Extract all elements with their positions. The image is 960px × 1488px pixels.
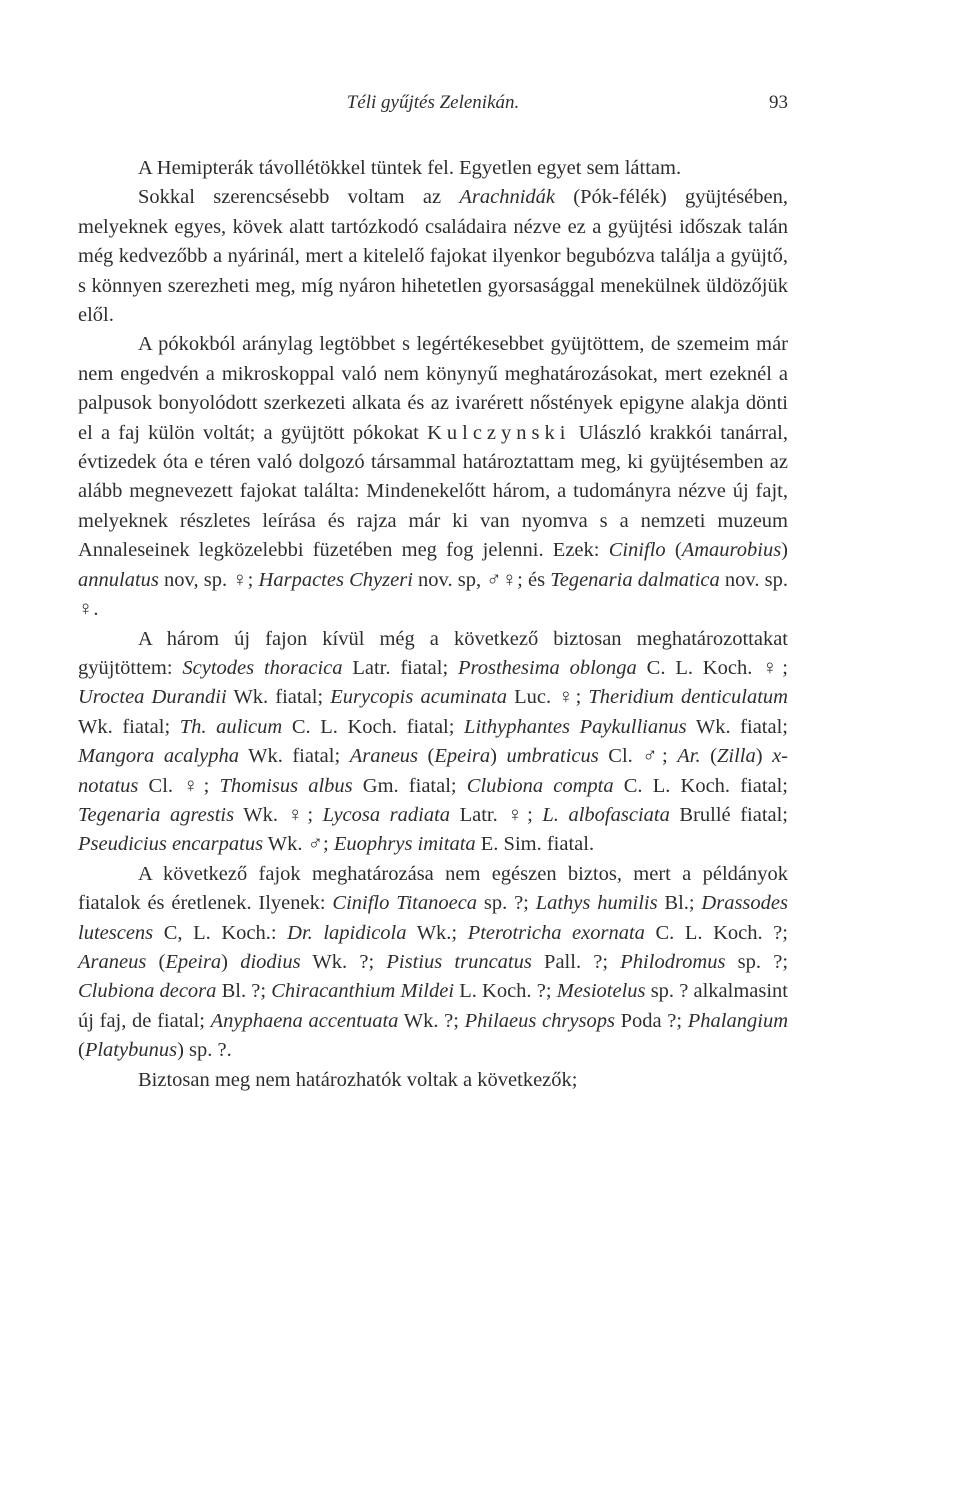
text-run: sp. ?; [477,892,536,915]
text-run: Wk.; [406,921,468,944]
taxon-name: diodius [240,950,301,973]
taxon-name: Eurycopis acuminata [330,686,507,709]
text-run: Wk. ♀; [234,803,323,826]
text-run: Gm. fiatal; [352,774,467,797]
taxon-name: Pterotricha exornata [467,921,645,944]
taxon-name: Clubiona decora [78,980,217,1003]
taxon-name: Theridium denticulatum [588,686,788,709]
text-run: Wk. fiatal; [226,686,331,709]
text-run: C. L. Koch. ?; [644,921,788,944]
taxon-name: Zilla [716,745,756,768]
taxon-name: Clubiona compta [466,774,614,797]
taxon-name: Lycosa radiata [322,803,451,826]
text-run: Poda ?; [614,1009,688,1032]
text-run: ) [490,745,507,768]
author-name-spaced: Kulczynski [427,421,571,444]
taxon-name: Philaeus chrysops [464,1009,615,1032]
text-run: C. L. Koch. ♀; [636,656,788,679]
taxon-name: Araneus [349,745,419,768]
text-run: Bl. ?; [216,980,272,1003]
text-run: C, L. Koch.: [153,921,288,944]
taxon-name: Thomisus albus [219,774,353,797]
body-text [78,154,788,1095]
taxon-name: Ciniflo Titanoeca [332,892,478,915]
taxon-name: annulatus [78,568,159,591]
taxon-name: Phalangium [687,1009,788,1032]
paragraph-arachnida [78,183,788,330]
taxon-name: Scytodes thoracica [182,656,343,679]
text-run: Latr. ♀; [450,803,543,826]
taxon-name: Chiracanthium Mildei [271,980,455,1003]
taxon-name: L. albofasciata [542,803,670,826]
text-run: ( [78,1039,85,1062]
paragraph-unidentifiable [78,1066,788,1095]
text-run: (Pók-félék) gyüjtésében, melyeknek egyes, kövek alatt tartózkodó családaira nézve ez a gyüjtési időszak talán még kedvezőbb a nyárinál, mert a kitelelő fajokat ilyenkor begubózva találja a gyüjtő, s könnyen szerezheti meg, míg nyáron hihetetlen gyorsasággal menekülnek üldözőjük elől. [78,186,788,327]
text-run: Sokkal szerencsésebb voltam az [138,186,460,209]
text-run: nov. sp. ♀. [78,568,788,621]
text-run: Pall. ?; [531,950,621,973]
taxon-name: umbraticus [506,745,599,768]
text-run: A pókokból aránylag legtöbbet s legértékesebbet gyüjtöttem, de szemeim már nem engedvén a mikroskoppal való nem könynyű meghatározásokat, mert ezeknél a palpusok bonyolódott szerkezeti alkata és az ivarérett nőstények epigyne alakja dönti el a faj külön voltát; a gyüjtött pókokat [78,333,788,444]
taxon-name: Prosthesima oblonga [458,656,637,679]
text-run: C. L. Koch. fiatal; [282,715,465,738]
text-run: ) [755,745,773,768]
taxon-name: Uroctea Durandii [78,686,227,709]
text-run: ) sp. ?. [177,1039,232,1062]
text-run: sp. ? alkalmasint új faj, de fiatal; [78,980,788,1032]
text-run: Wk. fiatal; [78,715,180,738]
taxon-name: Tegenaria dalmatica [550,568,720,591]
text-run: Biztosan meg nem határozhatók voltak a következők; [138,1068,578,1091]
taxon-name: Platybunus [84,1039,178,1062]
text-run: Wk. fiatal; [238,745,350,768]
text-run: Brullé fiatal; [669,803,789,826]
paragraph-spiders-identification [78,330,788,624]
text-run: Luc. ♀; [507,686,589,709]
text-run: sp. ?; [725,950,789,973]
text-run: E. Sim. fiatal. [475,833,595,856]
text-run: Wk. ?; [300,950,387,973]
text-run: ) [781,539,788,562]
taxon-name: Th. aulicum [179,715,283,738]
taxon-name: Mangora acalypha [78,745,239,768]
text-run: ( [700,745,717,768]
taxon-name: Epeira [434,745,491,768]
taxon-name: Pistius truncatus [386,950,532,973]
taxon-name: Dr. lapidicola [287,921,407,944]
text-run: Cl. ♂; [598,745,678,768]
text-run: C. L. Koch. fiatal; [613,774,789,797]
taxon-name: Mesiotelus [556,980,646,1003]
text-run: ( [665,539,682,562]
taxon-name: Ar. [677,745,701,768]
taxon-name: x-notatus [78,745,788,797]
text-run: nov. sp, ♂♀; és [412,568,551,591]
text-run: nov, sp. ♀; [158,568,259,591]
taxon-name: Ciniflo [608,539,666,562]
taxon-name: Araneus [78,950,147,973]
running-head [78,90,788,120]
text-run: Cl. ♀; [138,774,220,797]
taxon-name: Harpactes Chyzeri [258,568,413,591]
text-run: Ulászló krakkói tanárral, évtizedek óta e téren való dolgozó társammal határoztattam meg, ki gyüjtésemben az alább megnevezett fajokat találta: Mindenekelőtt három, a tudományra nézve új fajt, melyeknek részletes leírása és rajza már ki van nyomva s a nemzeti muzeum Annaleseinek legközelebbi füzetében meg fog jelenni. Ezek: [78,421,788,562]
text-run: ( [146,950,166,973]
taxon-name: Epeira [165,950,222,973]
text-run: ) [221,950,241,973]
taxon-name: Arachnidák [459,186,556,209]
text-run: A három új fajon kívül még a következő biztosan meghatározottakat gyüjtöttem: [78,627,788,679]
paragraph-hemiptera [78,154,788,183]
paragraph-uncertain-species [78,860,788,1066]
text-run: A következő fajok meghatározása nem egészen biztos, mert a példányok fiatalok és éretlenek. Ilyenek: [78,862,788,915]
text-run: Latr. fiatal; [342,656,459,679]
paragraph-identified-species [78,625,788,860]
taxon-name: Anyphaena accentuata [210,1009,399,1032]
text-run: ( [418,745,435,768]
book-page [78,90,788,1095]
page-number: 93 [769,92,788,113]
text-run: Wk. ?; [398,1009,465,1032]
taxon-name: Lathys humilis [535,892,658,915]
text-run: Bl.; [657,892,702,915]
taxon-name: Pseudicius encarpatus [78,833,264,856]
taxon-name: Lithyphantes Paykullianus [464,715,687,738]
taxon-name: Drassodes lutescens [78,892,788,944]
taxon-name: Euophrys imitata [333,833,476,856]
taxon-name: Tegenaria agrestis [78,803,235,826]
taxon-name: Philodromus [620,950,726,973]
running-title: Téli gyűjtés Zelenikán. [346,92,520,113]
taxon-name: Amaurobius [681,539,782,562]
text-run: Wk. fiatal; [686,715,788,738]
text-run: L. Koch. ?; [454,980,557,1003]
text-run: Wk. ♂; [263,833,334,856]
text-run: A Hemipterák távollétökkel tüntek fel. Egyetlen egyet sem láttam. [138,157,682,179]
